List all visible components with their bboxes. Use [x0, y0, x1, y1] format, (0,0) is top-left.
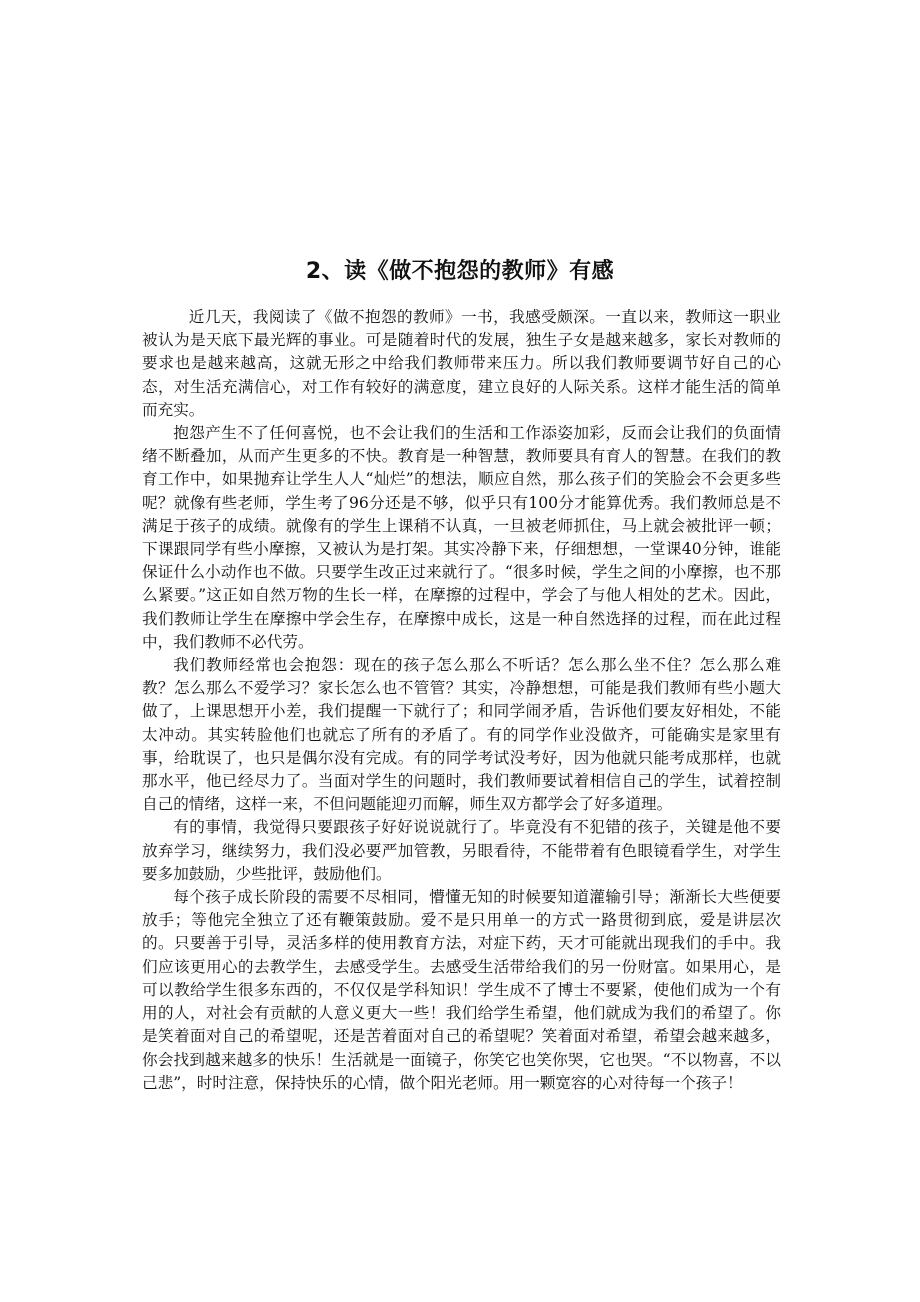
paragraph-5: 每个孩子成长阶段的需要不尽相同，懵懂无知的时候要知道灌输引导；渐渐长大些便要放手；等他完全独立了还有鞭策鼓励。爱不是只用单一的方式一路贯彻到底，爱是讲层次的。只要善于引导，灵活多样的使用教育方法，对症下药，天才可能就出现我们的手中。我们应该更用心的去教学生，去感受学生。去感受生活带给我们的另一份财富。如果用心，是可以教给学生很多东西的，不仅仅是学科知识！学生成不了博士不要紧，使他们成为一个有用的人，对社会有贡献的人意义更大一些！我们给学生希望，他们就成为我们的希望了。你是笑着面对自己的希望呢，还是苦着面对自己的希望呢？笑着面对希望，希望会越来越多，你会找到越来越多的快乐！生活就是一面镜子，你笑它也笑你哭，它也哭。“不以物喜，不以己悲”，时时注意，保持快乐的心情，做个阳光老师。用一颗宽容的心对待每一个孩子！ — [142, 888, 781, 1092]
paragraph-1: 近几天，我阅读了《做不抱怨的教师》一书，我感受颇深。一直以来，教师这一职业被认为是天底下最光辉的事业。可是随着时代的发展，独生子女是越来越多，家长对教师的要求也是越来越高，这就无形之中给我们教师带来压力。所以我们教师要调节好自己的心态，对生活充满信心，对工作有较好的满意度，建立良好的人际关系。这样才能生活的简单而充实。 — [142, 308, 781, 419]
document-body — [142, 306, 781, 1095]
paragraph-2: 抱怨产生不了任何喜悦，也不会让我们的生活和工作添姿加彩，反而会让我们的负面情绪不断叠加，从而产生更多的不快。教育是一种智慧，教师要具有育人的智慧。在我们的教育工作中，如果抛弃让学生人人“灿烂”的想法，顺应自然，那么孩子们的笑脸会不会更多些呢？就像有些老师，学生考了96分还是不够，似乎只有100分才能算优秀。我们教师总是不满足于孩子的成绩。就像有的学生上课稍不认真，一旦被老师抓住，马上就会被批评一顿；下课跟同学有些小摩擦，又被认为是打架。其实冷静下来，仔细想想，一堂课40分钟，谁能保证什么小动作也不做。只要学生改正过来就行了。“很多时候，学生之间的小摩擦，也不那么紧要。”这正如自然万物的生长一样，在摩擦的过程中，学会了与他人相处的艺术。因此，我们教师让学生在摩擦中学会生存，在摩擦中成长，这是一种自然选择的过程，而在此过程中，我们教师不必代劳。 — [142, 424, 781, 651]
paragraph-4: 有的事情，我觉得只要跟孩子好好说说就行了。毕竟没有不犯错的孩子，关键是他不要放弃学习，继续努力，我们没必要严加管教，另眼看待，不能带着有色眼镜看学生，对学生要多加鼓励，少些批评，鼓励他们。 — [142, 818, 781, 883]
page-title: 2、读《做不抱怨的教师》有感 — [305, 258, 615, 284]
paragraph-3: 我们教师经常也会抱怨：现在的孩子怎么那么不听话？怎么那么坐不住？怎么那么难教？怎么那么不爱学习？家长怎么也不管管？其实，冷静想想，可能是我们教师有些小题大做了，上课思想开小差，我们提醒一下就行了；和同学闹矛盾，告诉他们要友好相处，不能太冲动。其实转脸他们也就忘了所有的矛盾了。有的同学作业没做齐，可能确实是家里有事，给耽误了，也只是偶尔没有完成。有的同学考试没考好，因为他就只能考成那样，也就那水平，他已经尽力了。当面对学生的问题时，我们教师要试着相信自己的学生，试着控制自己的情绪，这样一来，不但问题能迎刃而解，师生双方都学会了好多道理。 — [142, 656, 781, 814]
